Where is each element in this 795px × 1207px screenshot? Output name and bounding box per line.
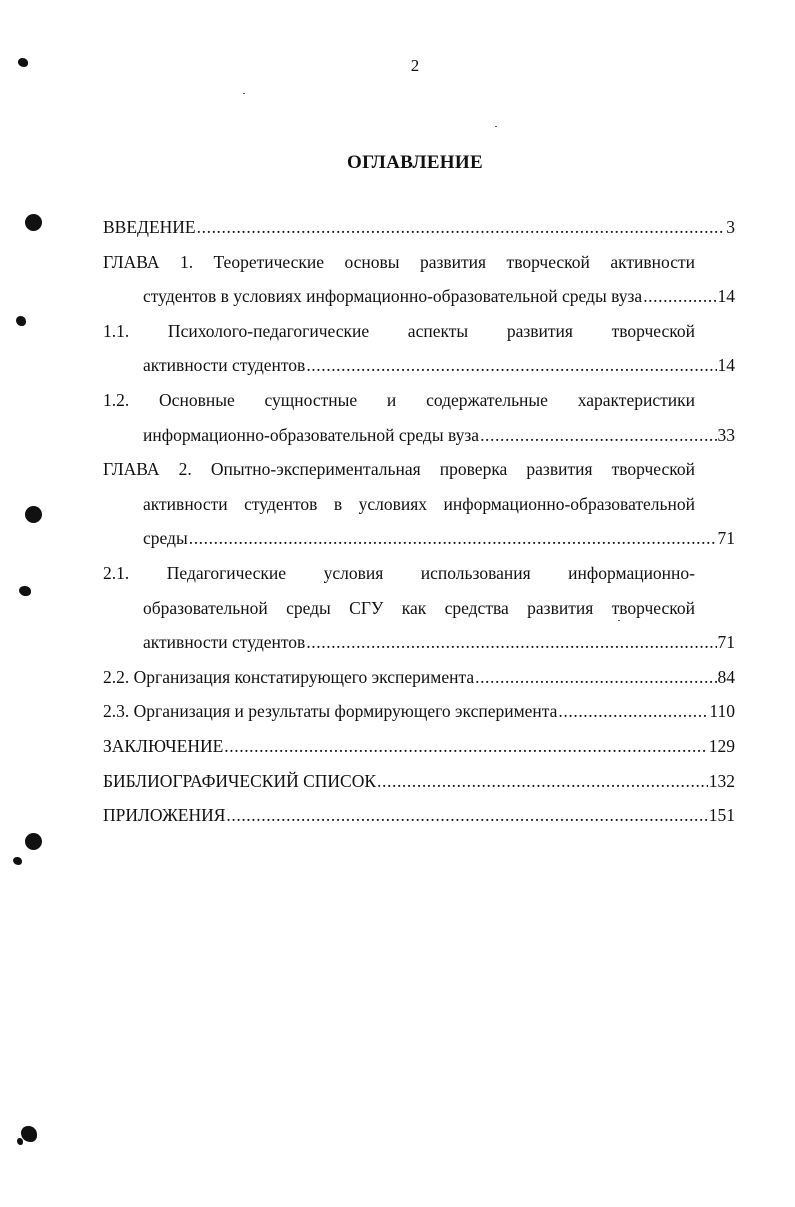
table-of-contents [103,210,735,833]
scan-mark [19,586,31,596]
toc-entry-title: ВВЕДЕНИЕ [103,217,196,237]
binder-hole-mark [25,214,42,231]
toc-entry-page: 84 [717,666,735,687]
binder-hole-mark [25,833,42,850]
dot-leader [224,729,707,764]
scan-mark [16,316,26,326]
toc-entry-chapter-1[interactable]: ГЛАВА 1. Теоретические основы развития творческой активности [103,251,695,272]
toc-entry-title: 2.2. Организация констатирующего эксперимента [103,666,475,687]
toc-entry-page: 71 [717,632,735,653]
toc-entry-title: студентов в условиях информационно-образовательной среды вуза [143,286,643,307]
dot-leader [189,521,717,556]
toc-entry-page: 132 [708,770,735,791]
toc-entry-section-1-2-cont[interactable] [103,418,735,453]
toc-entry-section-2-1[interactable]: 2.1. Педагогические условия использования информационно- [103,562,695,583]
scan-mark [13,857,22,865]
dot-leader [306,625,716,660]
dot-leader [226,798,707,833]
toc-entry-section-1-2[interactable]: 1.2. Основные сущностные и содержательные характеристики [103,389,695,410]
toc-entry-title: ПРИЛОЖЕНИЯ [103,805,226,826]
dot-leader [377,764,708,799]
toc-entry-chapter-2[interactable]: ГЛАВА 2. Опытно-экспериментальная проверка развития творческой [103,459,695,480]
scan-speck [495,126,497,127]
toc-entry-page: 14 [717,355,735,376]
scan-mark [21,1126,37,1142]
dot-leader [197,210,726,245]
toc-entry-page: 71 [717,528,735,549]
toc-entry-section-1-1[interactable]: 1.1. Психолого-педагогические аспекты развития творческой [103,320,695,341]
scan-speck [243,93,245,94]
toc-entry-title: информационно-образовательной среды вуза [143,424,480,445]
toc-entry-chapter-2-end[interactable] [103,521,735,556]
dot-leader [480,418,716,453]
scan-mark [17,1138,23,1145]
toc-entry-introduction[interactable] [103,210,735,245]
toc-entry-appendices[interactable] [103,798,735,833]
toc-entry-page: 129 [708,735,735,756]
toc-entry-page: 3 [726,217,735,237]
toc-entry-section-2-2[interactable] [103,660,735,695]
toc-entry-conclusion[interactable] [103,729,735,764]
toc-entry-title: 2.3. Организация и результаты формирующего эксперимента [103,701,558,722]
toc-entry-chapter-2-cont[interactable]: активности студентов в условиях информационно-образовательной [143,493,695,514]
toc-entry-page: 14 [717,286,735,307]
toc-entry-section-2-1-end[interactable] [103,625,735,660]
toc-entry-page: 33 [717,424,735,445]
toc-entry-chapter-1-cont[interactable] [103,279,735,314]
toc-entry-title: активности студентов [143,632,306,653]
toc-entry-page: 110 [709,701,735,722]
dot-leader [306,348,716,383]
toc-entry-title: ЗАКЛЮЧЕНИЕ [103,735,224,756]
toc-entry-section-2-1-cont[interactable]: образовательной среды СГУ как средства развития творческой [143,597,695,618]
toc-entry-section-2-3[interactable] [103,694,735,729]
toc-entry-title: БИБЛИОГРАФИЧЕСКИЙ СПИСОК [103,770,377,791]
dot-leader [558,694,708,729]
dot-leader [475,660,716,695]
dot-leader [643,279,716,314]
page-number: 2 [410,56,420,75]
toc-entry-title: активности студентов [143,355,306,376]
toc-entry-title: среды [143,528,188,549]
toc-entry-section-1-1-cont[interactable] [103,348,735,383]
toc-entry-page: 151 [708,805,735,826]
binder-hole-mark [25,506,42,523]
toc-title: ОГЛАВЛЕНИЕ [347,152,483,173]
toc-entry-bibliography[interactable] [103,764,735,799]
